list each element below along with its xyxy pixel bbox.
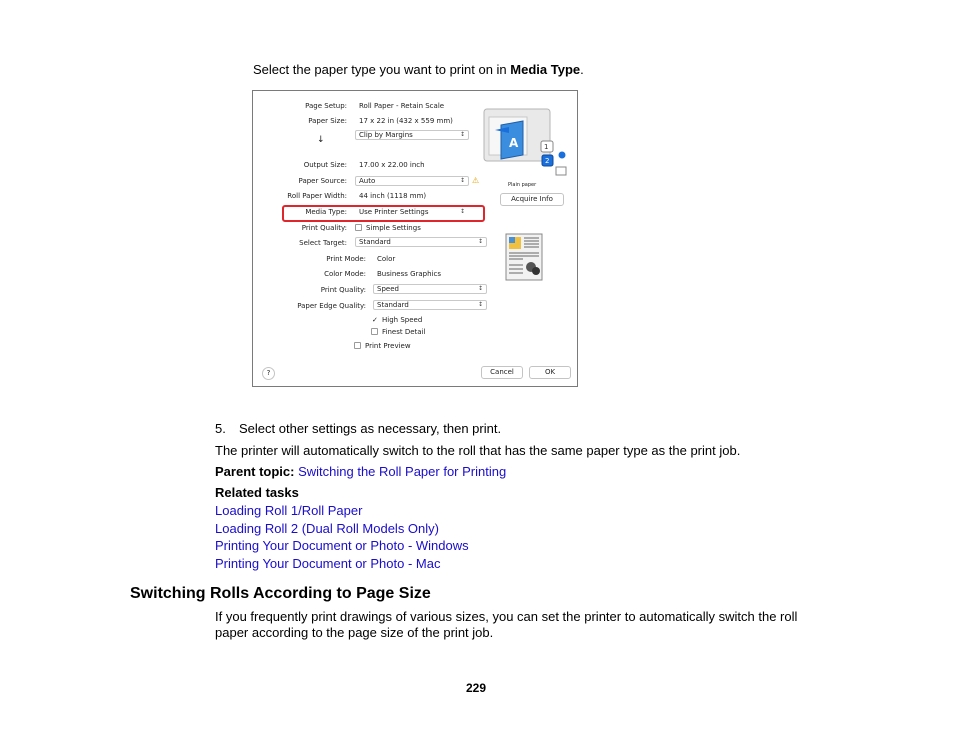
edge-quality-popup[interactable] [373, 300, 487, 310]
roll1-label: 1 [544, 143, 549, 151]
preview-letter: A [509, 136, 519, 150]
media-type-popup[interactable] [355, 207, 469, 217]
chevron-updown-icon: ↕ [477, 301, 483, 308]
clip-value: Clip by Margins [359, 131, 413, 139]
related-task-link[interactable]: Loading Roll 2 (Dual Roll Models Only) [215, 521, 439, 536]
chevron-updown-icon: ↕ [459, 208, 465, 215]
parent-topic [215, 464, 506, 480]
output-size-label: Output Size: [303, 161, 347, 169]
select-target-label: Select Target: [299, 239, 347, 247]
intro-before: Select the paper type you want to print on in [253, 62, 511, 77]
paper-source-popup[interactable] [355, 176, 469, 186]
color-mode-value: Business Graphics [377, 270, 442, 278]
intro-bold: Media Type [510, 62, 581, 77]
color-mode-label: Color Mode: [324, 270, 366, 278]
help-button[interactable]: ? [262, 367, 275, 380]
finest-detail-label: Finest Detail [382, 328, 426, 336]
intro-text [253, 62, 584, 78]
step-number: 5. [215, 421, 226, 436]
edge-quality-value: Standard [377, 301, 409, 309]
print-dialog-screenshot [252, 90, 578, 387]
print-quality-2-value: Speed [377, 285, 399, 293]
media-type-value: Use Printer Settings [359, 208, 429, 216]
chevron-updown-icon: ↕ [459, 177, 465, 184]
page-setup-label: Page Setup: [305, 102, 347, 110]
simple-settings-checkbox[interactable] [355, 224, 362, 231]
chevron-updown-icon: ↕ [477, 285, 483, 292]
section-paragraph-line2: paper according to the page size of the print job. [215, 625, 494, 640]
related-task-link[interactable]: Printing Your Document or Photo - Mac [215, 556, 441, 571]
paper-source-value: Auto [359, 177, 376, 185]
print-mode-label: Print Mode: [326, 255, 366, 263]
related-task-link[interactable]: Printing Your Document or Photo - Windows [215, 538, 469, 553]
document-preview-icon [505, 233, 543, 281]
checkmark-icon: ✓ [372, 316, 378, 324]
related-task-link[interactable]: Loading Roll 1/Roll Paper [215, 503, 363, 518]
edge-quality-label: Paper Edge Quality: [297, 302, 366, 310]
section-paragraph-line1: If you frequently print drawings of various sizes, you can set the printer to automatically switch the roll [215, 609, 798, 624]
media-type-label: Media Type: [305, 208, 347, 216]
print-quality-2-label: Print Quality: [320, 286, 366, 294]
chevron-updown-icon: ↕ [459, 131, 465, 138]
high-speed-label: High Speed [382, 316, 423, 324]
related-tasks-heading: Related tasks [215, 485, 299, 500]
roll-width-label: Roll Paper Width: [287, 192, 347, 200]
arrow-down-icon: ↓ [317, 135, 325, 145]
chevron-updown-icon: ↕ [477, 238, 483, 245]
paper-size-label: Paper Size: [308, 117, 347, 125]
section-heading: Switching Rolls According to Page Size [130, 585, 431, 602]
print-preview-label: Print Preview [365, 342, 411, 350]
select-target-popup[interactable] [355, 237, 487, 247]
select-target-value: Standard [359, 238, 391, 246]
print-quality-2-popup[interactable] [373, 284, 487, 294]
paper-size-value: 17 x 22 in (432 x 559 mm) [359, 117, 453, 125]
finest-detail-checkbox[interactable] [371, 328, 378, 335]
parent-topic-label: Parent topic: [215, 464, 295, 479]
printer-illustration [479, 103, 571, 181]
output-size-value: 17.00 x 22.00 inch [359, 161, 425, 169]
roll-width-value: 44 inch (1118 mm) [359, 192, 427, 200]
ok-button[interactable]: OK [529, 366, 571, 379]
cancel-button[interactable]: Cancel [481, 366, 523, 379]
roll2-label: 2 [545, 157, 550, 165]
print-mode-value: Color [377, 255, 396, 263]
print-preview-checkbox[interactable] [354, 342, 361, 349]
print-quality-label: Print Quality: [301, 224, 347, 232]
step-text: Select other settings as necessary, then print. [239, 421, 502, 436]
high-speed-checkbox[interactable] [371, 316, 378, 323]
plain-paper-label: Plain paper [508, 182, 537, 188]
auto-switch-text: The printer will automatically switch to the roll that has the same paper type as the print job. [215, 443, 741, 458]
paper-source-label: Paper Source: [298, 177, 347, 185]
parent-topic-link[interactable]: Switching the Roll Paper for Printing [298, 464, 507, 479]
page-setup-value: Roll Paper - Retain Scale [359, 102, 445, 110]
warning-icon: ⚠ [472, 176, 480, 185]
intro-after: . [580, 62, 584, 77]
acquire-info-button[interactable]: Acquire Info [500, 193, 564, 206]
page-number: 229 [466, 681, 487, 695]
clip-popup[interactable] [355, 130, 469, 140]
simple-settings-label: Simple Settings [366, 224, 421, 232]
